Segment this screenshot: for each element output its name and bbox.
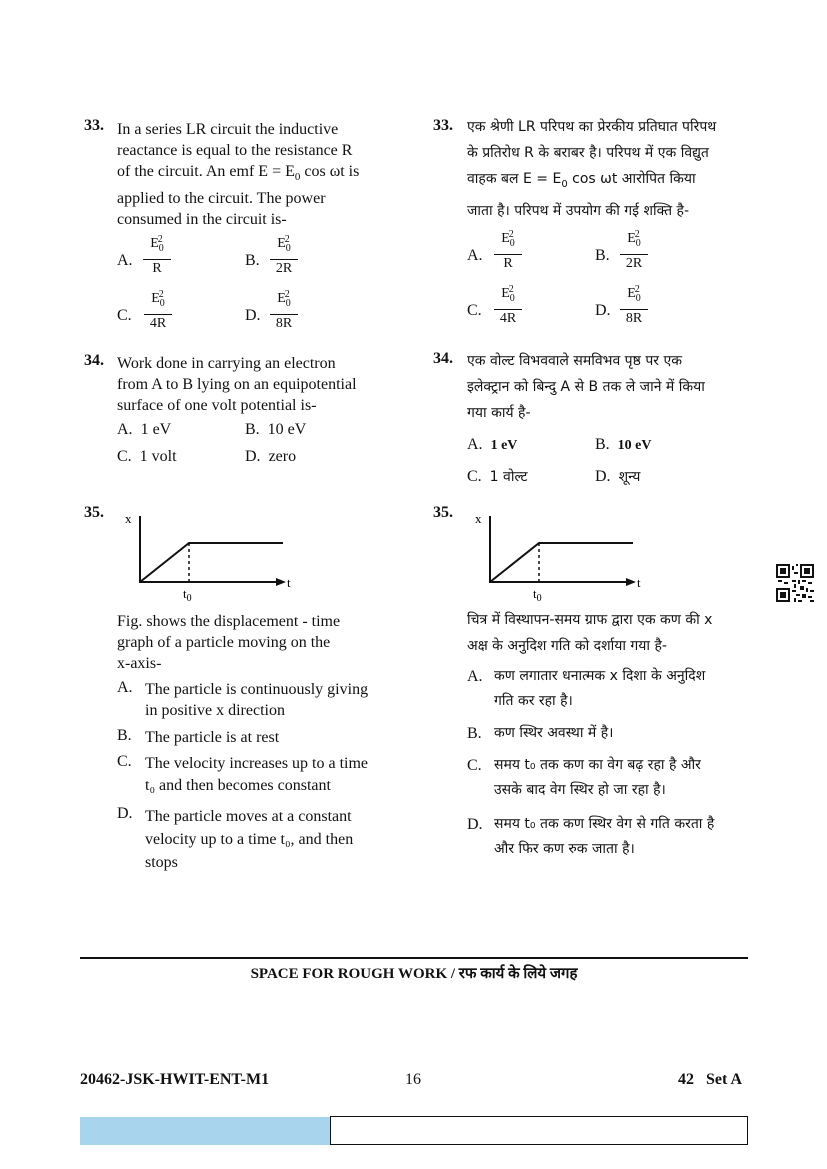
q33-hi-option-c-letter: C.: [467, 302, 482, 319]
q34-en-line: surface of one volt potential is-: [117, 397, 317, 414]
q34-number-hi: 34.: [433, 350, 453, 367]
frac-sub: 0: [635, 292, 641, 304]
frac-num: E: [151, 291, 160, 306]
q35-hi-option-b-letter: B.: [467, 725, 482, 742]
option-text: 1 eV: [490, 438, 518, 453]
option-line: stops: [145, 854, 178, 871]
q35-hi-option-c-letter: C.: [467, 757, 482, 774]
q34-hi-option-d: [595, 467, 640, 486]
q34-hi-line: एक वोल्ट विभववाले समविभव पृष्ठ पर एक: [467, 353, 682, 369]
q35-en-option-b-text: [145, 727, 279, 748]
q35-hi-option-d-text: [494, 812, 714, 862]
option-letter: A.: [467, 436, 483, 453]
option-line: The particle moves at a constant: [145, 808, 352, 825]
frac-den: 4R: [499, 311, 517, 326]
q33-en-option-c-letter: C.: [117, 307, 132, 324]
option-line: गति कर रहा है।: [494, 693, 573, 709]
q35-en-option-c-text: [145, 753, 368, 797]
q33-hi-line: वाहक बल E = E: [467, 171, 562, 187]
option-line: और फिर कण रुक जाता है।: [494, 841, 635, 857]
q35-en-option-d-text: [145, 805, 353, 874]
q34-stem-hi: [467, 348, 757, 426]
q33-en-option-b-fraction: [264, 236, 304, 277]
option-line: उसके बाद वेग स्थिर हो जा रहा है।: [494, 782, 666, 798]
footer-accent-bar: [80, 1117, 330, 1145]
frac-num: E: [627, 231, 636, 246]
option-text: 1 volt: [139, 448, 177, 465]
q33-en-line: of the circuit. An emf E = E: [117, 163, 295, 180]
q35-en-option-a-letter: A.: [117, 679, 133, 696]
frac-sub: 0: [285, 297, 291, 309]
q35-hi-option-b-text: [494, 721, 613, 746]
option-line: in positive x direction: [145, 702, 285, 719]
rough-work-label: SPACE FOR ROUGH WORK / रफ कार्य के लिये जगह: [250, 966, 578, 982]
q33-hi-emf-line: [467, 166, 757, 198]
option-line: t₀ and then becomes constant: [145, 777, 331, 794]
q33-en-option-c-fraction: [138, 291, 178, 332]
frac-num: E: [501, 231, 510, 246]
q35-number-en: 35.: [84, 504, 104, 521]
q35-stem-hi: [467, 607, 767, 659]
q34-en-option-a: [117, 421, 171, 439]
q34-en-option-d: [245, 448, 296, 466]
q33-en-emf-tail: cos ωt is: [300, 163, 360, 180]
frac-den: 8R: [275, 316, 293, 331]
option-line: समय t₀ तक कण स्थिर वेग से गति करता है: [494, 816, 715, 832]
footer-page-number: 16: [405, 1071, 421, 1088]
t0-sub: 0: [536, 593, 542, 604]
frac-sup: 2: [508, 284, 514, 295]
x-axis-arrow: [626, 578, 636, 586]
q34-hi-line: इलेक्ट्रान को बिन्दु A से B तक ले जाने में किया: [467, 379, 705, 395]
option-letter: D.: [595, 468, 611, 485]
frac-den: 2R: [625, 256, 643, 271]
q33-en-emf-sub: 0: [294, 171, 301, 184]
frac-sub: 0: [509, 292, 515, 304]
footer-set: [678, 1071, 742, 1089]
q33-hi-option-c-fraction: [488, 286, 528, 327]
q34-hi-option-a: [467, 436, 517, 454]
option-text: 1 वोल्ट: [489, 469, 528, 485]
q35-stem-en: [117, 611, 417, 674]
frac-den: 2R: [275, 261, 293, 276]
graph-x-label: x: [125, 511, 132, 526]
frac-den: 4R: [149, 316, 167, 331]
q34-stem-en: [117, 353, 417, 416]
footer-box: [330, 1116, 748, 1145]
q33-number-hi: 33.: [433, 117, 453, 134]
q33-stem-hi: [467, 114, 757, 224]
option-text: 1 eV: [140, 421, 172, 438]
q33-en-option-a-letter: A.: [117, 252, 133, 269]
frac-sup: 2: [634, 284, 640, 295]
q33-en-option-b-letter: B.: [245, 252, 260, 269]
q33-en-line: reactance is equal to the resistance R: [117, 142, 353, 159]
q33-hi-emf-tail: cos ωt आरोपित किया: [567, 171, 696, 187]
q35-en-option-a-text: [145, 679, 368, 721]
option-line: velocity up to a time t₀, and then: [145, 831, 354, 848]
q33-en-option-d-letter: D.: [245, 307, 261, 324]
frac-num: E: [501, 286, 510, 301]
q33-en-option-a-fraction: [137, 236, 177, 277]
option-letter: B.: [595, 436, 610, 453]
q33-hi-line: जाता है। परिपथ में उपयोग की गई शक्ति है-: [467, 202, 690, 219]
q33-en-line: consumed in the circuit is-: [117, 211, 287, 229]
q35-hi-option-d-letter: D.: [467, 816, 483, 833]
frac-sup: 2: [157, 234, 163, 245]
graph-t-label: t: [637, 575, 641, 590]
q34-en-option-c: [117, 448, 177, 466]
footer-paper-code: 20462-JSK-HWIT-ENT-M1: [80, 1071, 270, 1088]
q33-hi-emf-sub: 0: [561, 178, 568, 190]
t0-t: t: [183, 586, 187, 601]
displacement-curve: [490, 543, 633, 582]
frac-sup: 2: [284, 289, 290, 300]
graph-t-label: t: [287, 575, 291, 590]
q33-hi-option-d-letter: D.: [595, 302, 611, 319]
q35-hi-option-a-text: [494, 664, 705, 714]
option-line: कण लगातार धनात्मक x दिशा के अनुदिश: [494, 668, 706, 684]
option-line: कण स्थिर अवस्था में है।: [494, 725, 614, 741]
q34-en-line: from A to B lying on an equipotential: [117, 376, 357, 393]
frac-sup: 2: [284, 234, 290, 245]
frac-den: R: [152, 261, 162, 276]
option-line: The particle is continuously giving: [145, 681, 369, 698]
q33-hi-line: एक श्रेणी LR परिपथ का प्रेरकीय प्रतिघात परिपथ: [467, 119, 717, 135]
q35-number-hi: 35.: [433, 504, 453, 521]
frac-sub: 0: [158, 242, 164, 254]
frac-sub: 0: [509, 237, 515, 249]
q35-hi-line: अक्ष के अनुदिश गति को दर्शाया गया है-: [467, 638, 667, 654]
q35-en-line: graph of a particle moving on the: [117, 634, 331, 651]
option-letter: C.: [117, 448, 132, 465]
graph-t0-label: [533, 586, 542, 604]
q35-en-line: Fig. shows the displacement - time: [117, 613, 341, 630]
q34-en-option-b: [245, 421, 306, 439]
set-label: Set A: [706, 1071, 742, 1088]
set-number: 42: [678, 1071, 694, 1088]
q35-en-option-c-letter: C.: [117, 753, 132, 770]
option-text: 10 eV: [617, 438, 652, 453]
option-text: zero: [268, 448, 297, 465]
q33-hi-option-d-fraction: [614, 286, 654, 327]
displacement-curve: [140, 543, 283, 582]
q35-graph-hi: [468, 508, 648, 608]
q33-hi-line: के प्रतिरोध R के बराबर है। परिपथ में एक विद्युत: [467, 145, 709, 161]
frac-sup: 2: [634, 229, 640, 240]
q33-en-line: In a series LR circuit the inductive: [117, 121, 339, 138]
option-letter: D.: [245, 448, 261, 465]
q33-stem-en: [117, 119, 417, 230]
frac-num: E: [277, 236, 286, 251]
frac-num: E: [277, 291, 286, 306]
q33-hi-option-a-fraction: [488, 231, 528, 272]
t0-sub: 0: [186, 593, 192, 604]
q35-hi-option-a-letter: A.: [467, 668, 483, 685]
q33-en-line: applied to the circuit. The power: [117, 190, 326, 208]
frac-sup: 2: [508, 229, 514, 240]
q33-hi-option-a-letter: A.: [467, 247, 483, 264]
frac-num: E: [150, 236, 159, 251]
option-line: The velocity increases up to a time: [145, 755, 369, 772]
q34-number-en: 34.: [84, 352, 104, 369]
q34-hi-option-b: [595, 436, 652, 454]
q35-en-line: x-axis-: [117, 655, 162, 672]
graph-t0-label: [183, 586, 192, 604]
q33-en-emf-line: [117, 161, 417, 188]
t0-t: t: [533, 586, 537, 601]
option-letter: C.: [467, 468, 482, 485]
option-line: समय t₀ तक कण का वेग बढ़ रहा है और: [494, 757, 701, 773]
option-line: The particle is at rest: [145, 729, 280, 746]
frac-sub: 0: [285, 242, 291, 254]
q33-hi-option-b-fraction: [614, 231, 654, 272]
frac-den: R: [503, 256, 513, 271]
q34-hi-line: गया कार्य है-: [467, 405, 531, 421]
q35-en-option-b-letter: B.: [117, 727, 132, 744]
q35-en-option-d-letter: D.: [117, 805, 133, 822]
q35-hi-option-c-text: [494, 753, 701, 803]
q33-en-option-d-fraction: [264, 291, 304, 332]
q35-graph-en: [118, 508, 298, 608]
q34-hi-option-c: [467, 467, 528, 486]
option-letter: A.: [117, 421, 133, 438]
rough-work-divider: [80, 957, 748, 959]
x-axis-arrow: [276, 578, 286, 586]
frac-den: 8R: [625, 311, 643, 326]
option-text: शून्य: [618, 469, 641, 485]
frac-sub: 0: [635, 237, 641, 249]
graph-x-label: x: [475, 511, 482, 526]
q34-en-line: Work done in carrying an electron: [117, 355, 336, 372]
qr-code: [776, 564, 814, 602]
q35-hi-line: चित्र में विस्थापन-समय ग्राफ द्वारा एक कण की x: [467, 612, 713, 628]
frac-num: E: [627, 286, 636, 301]
q33-number-en: 33.: [84, 117, 104, 134]
q33-hi-option-b-letter: B.: [595, 247, 610, 264]
option-text: 10 eV: [267, 421, 307, 438]
frac-sub: 0: [159, 297, 165, 309]
frac-sup: 2: [158, 289, 164, 300]
option-letter: B.: [245, 421, 260, 438]
